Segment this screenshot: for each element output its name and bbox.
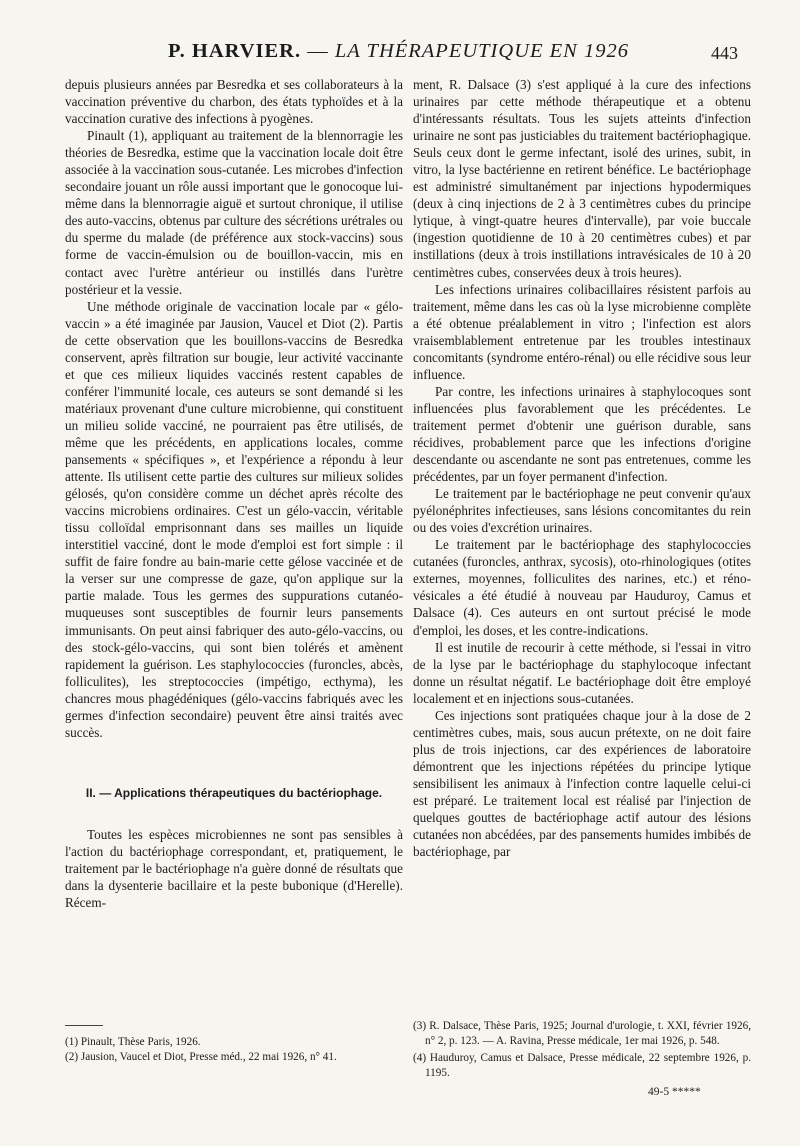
footnotes-right [413, 1019, 751, 1081]
paragraph: Pinault (1), appliquant au traitement de la blennorragie les théories de Besredka, estime que la vaccination locale doit être associée à la vaccination sous-cutanée. Les microbes d'infection secondaire jouant un rôle aussi important que le gonocoque lui-même dans la blennorragie aiguë et surtout chronique, il utilise des auto-vaccins, obtenus par culture des sécrétions urétrales ou du sperme du malade (de préférence aux stock-vaccins) sous forme de vaccin-émulsion ou de bouillon-vaccin, mis en contact avec l'urètre antérieur ou instillés dans l'urètre postérieur et la vessie. [65, 128, 403, 297]
page-number: 443 [711, 43, 738, 63]
left-column [65, 76, 403, 911]
paragraph: depuis plusieurs années par Besredka et ses collaborateurs à la vaccination préventive du charbon, des états typhoïdes et à la vaccination curative des infections à pyogènes. [65, 77, 403, 127]
paragraph: Le traitement par le bactériophage des staphylococcies cutanées (furoncles, anthrax, sycosis), oto-rhinologiques (otites externes, moyennes, folliculites des narines, etc.) et réno-vésicales a été étudié à nouveau par Hauduroy, Camus et Dalsace (4). Ces auteurs en ont surtout précisé le mode d'emploi, les doses, et les contre-indications. [413, 537, 751, 638]
paragraph: Le traitement par le bactériophage ne peut convenir qu'aux pyélonéphrites infectieuses, sans lésions concomitantes du rein ou des voies d'excrétion urinaires. [413, 486, 751, 536]
paragraph: Il est inutile de recourir à cette méthode, si l'essai in vitro de la lyse par le bactériophage du staphylocoque infectant donne un résultat négatif. Le bactériophage doit être employé localement et en injections sous-cutanées. [413, 639, 751, 706]
footnote: (3) R. Dalsace, Thèse Paris, 1925; Journal d'urologie, t. XXI, février 1926, n° 2, p. 123. — A. Ravina, Presse médicale, 1er mai 1926, p. 548. [413, 1020, 751, 1047]
right-column [413, 76, 751, 860]
footnote: (1) Pinault, Thèse Paris, 1926. [65, 1036, 201, 1048]
header-author: P. HARVIER. [168, 40, 302, 62]
footnote: (4) Hauduroy, Camus et Dalsace, Presse médicale, 22 septembre 1926, p. 1195. [413, 1052, 751, 1079]
running-head [168, 40, 629, 63]
paragraph: Une méthode originale de vaccination locale par « gélo-vaccin » a été imaginée par Jausion, Vaucel et Diot (2). Partis de cette observation que les bouillons-vaccins de Besredka conservent, après filtration sur bougie, leur activité vaccinante et que ces milieux liquides vaccinés restent capables de conférer l'immunité locale, ces auteurs se sont demandé si les matériaux provenant d'une culture microbienne, qui constituent un milieu solide vacciné, ne pourraient pas être utilisés, de même que les précédents, en applications locales, comme pansements « spécifiques », et l'expérience a répondu à leur attente. Ils utilisent cette partie des cultures sur milieux solides gélosés, qu'on considère comme un déchet après récolte des vaccins microbiens ordinaires. C'est un gélo-vaccin, véritable tissu colloïdal emprisonnant dans ses mailles un liquide interstitiel vacciné, dont le mode d'emploi est fort simple : il suffit de faire fondre au bain-marie cette gélose vaccinée et de la verser sur une compresse de gaze, qu'on applique sur la partie malade. Tous les germes des suppurations cutanéo-muqueuses sont susceptibles de fournir leurs pansements immunisants. On peut ainsi fabriquer des auto-gélo-vaccins, ou des stock-gélo-vaccins, qui sont bien tolérés et amènent rapidement la guérison. Les staphylococcies (furoncles, abcès, folliculites), les streptococcies (impétigo, ecthyma), les chancres mous phagédéniques (gélo-vaccins fabriqués avec les germes d'infection secondaire) peuvent être ainsi traités avec succès. [65, 298, 403, 740]
footnote: (2) Jausion, Vaucel et Diot, Presse méd., 22 mai 1926, n° 41. [65, 1051, 337, 1063]
paragraph: Ces injections sont pratiquées chaque jour à la dose de 2 centimètres cubes, mais, sous aucun prétexte, on ne doit faire plus de trois injections, car des expériences de laboratoire démontrent que les injections répétées du principe lytique sensibilisent les animaux à l'infection contre laquelle celui-ci est préparé. Le traitement local est réalisé par l'injection de quelques gouttes de bactériophage actif autour des lésions cutanées non abcédées, par des pansements humides imbibés de bactériophage, par [413, 707, 751, 860]
paragraph: ment, R. Dalsace (3) s'est appliqué à la cure des infections urinaires par cette méthode thérapeutique et a obtenu d'intéressants résultats. Tous les sujets atteints d'infection urinaire ne sont pas justiciables du traitement bactériophagique. Seuls ceux dont le germe infectant, isolé des urines, subit, in vitro, la lyse bactérienne en retirent bénéfice. Le bactériophage est administré simultanément par injections hypodermiques (deux à cinq injections de 2 à 3 centimètres cubes du principe lytique, à vingt-quatre heures d'intervalle), par voie buccale (ingestion quotidienne de 10 à 20 centimètres cubes) et par instillations (deux à trois instillations intravésicales de 10 à 20 centimètres cubes, conservées deux à trois heures). [413, 77, 751, 280]
footnote-rule [65, 1025, 103, 1026]
paragraph: Par contre, les infections urinaires à staphylocoques sont influencées plus favorablement que les précédentes. Le traitement permet d'obtenir une guérison durable, sans récidives, probablement parce que les infections d'origine descendante ou ascendante ne sont pas entretenues, comme les précédentes, par un foyer permanent d'infection. [413, 383, 751, 485]
header-separator: — [301, 40, 335, 62]
header-title: LA THÉRAPEUTIQUE EN 1926 [334, 40, 629, 62]
running-header [168, 40, 768, 68]
section-heading: II. — Applications thérapeutiques du bactériophage. [85, 785, 383, 800]
paragraph: Les infections urinaires colibacillaires résistent parfois au traitement, même dans les cas où la lyse microbienne complète a été obtenue préalablement in vitro ; l'infection est alors vraisemblablement entretenue par les troubles intestinaux concomitants (syndrome entéro-rénal) ou elle récidive sous leur influence. [413, 281, 751, 382]
printer-signature: 49-5 ***** [648, 1086, 701, 1098]
paragraph: Toutes les espèces microbiennes ne sont pas sensibles à l'action du bactériophage correspondant, et, pratiquement, le traitement par le bactériophage n'a guère donné de résultats que dans la dysenterie bacillaire et la peste bubonique (d'Herelle). Récem- [65, 826, 403, 911]
footnotes-left [65, 1035, 403, 1065]
